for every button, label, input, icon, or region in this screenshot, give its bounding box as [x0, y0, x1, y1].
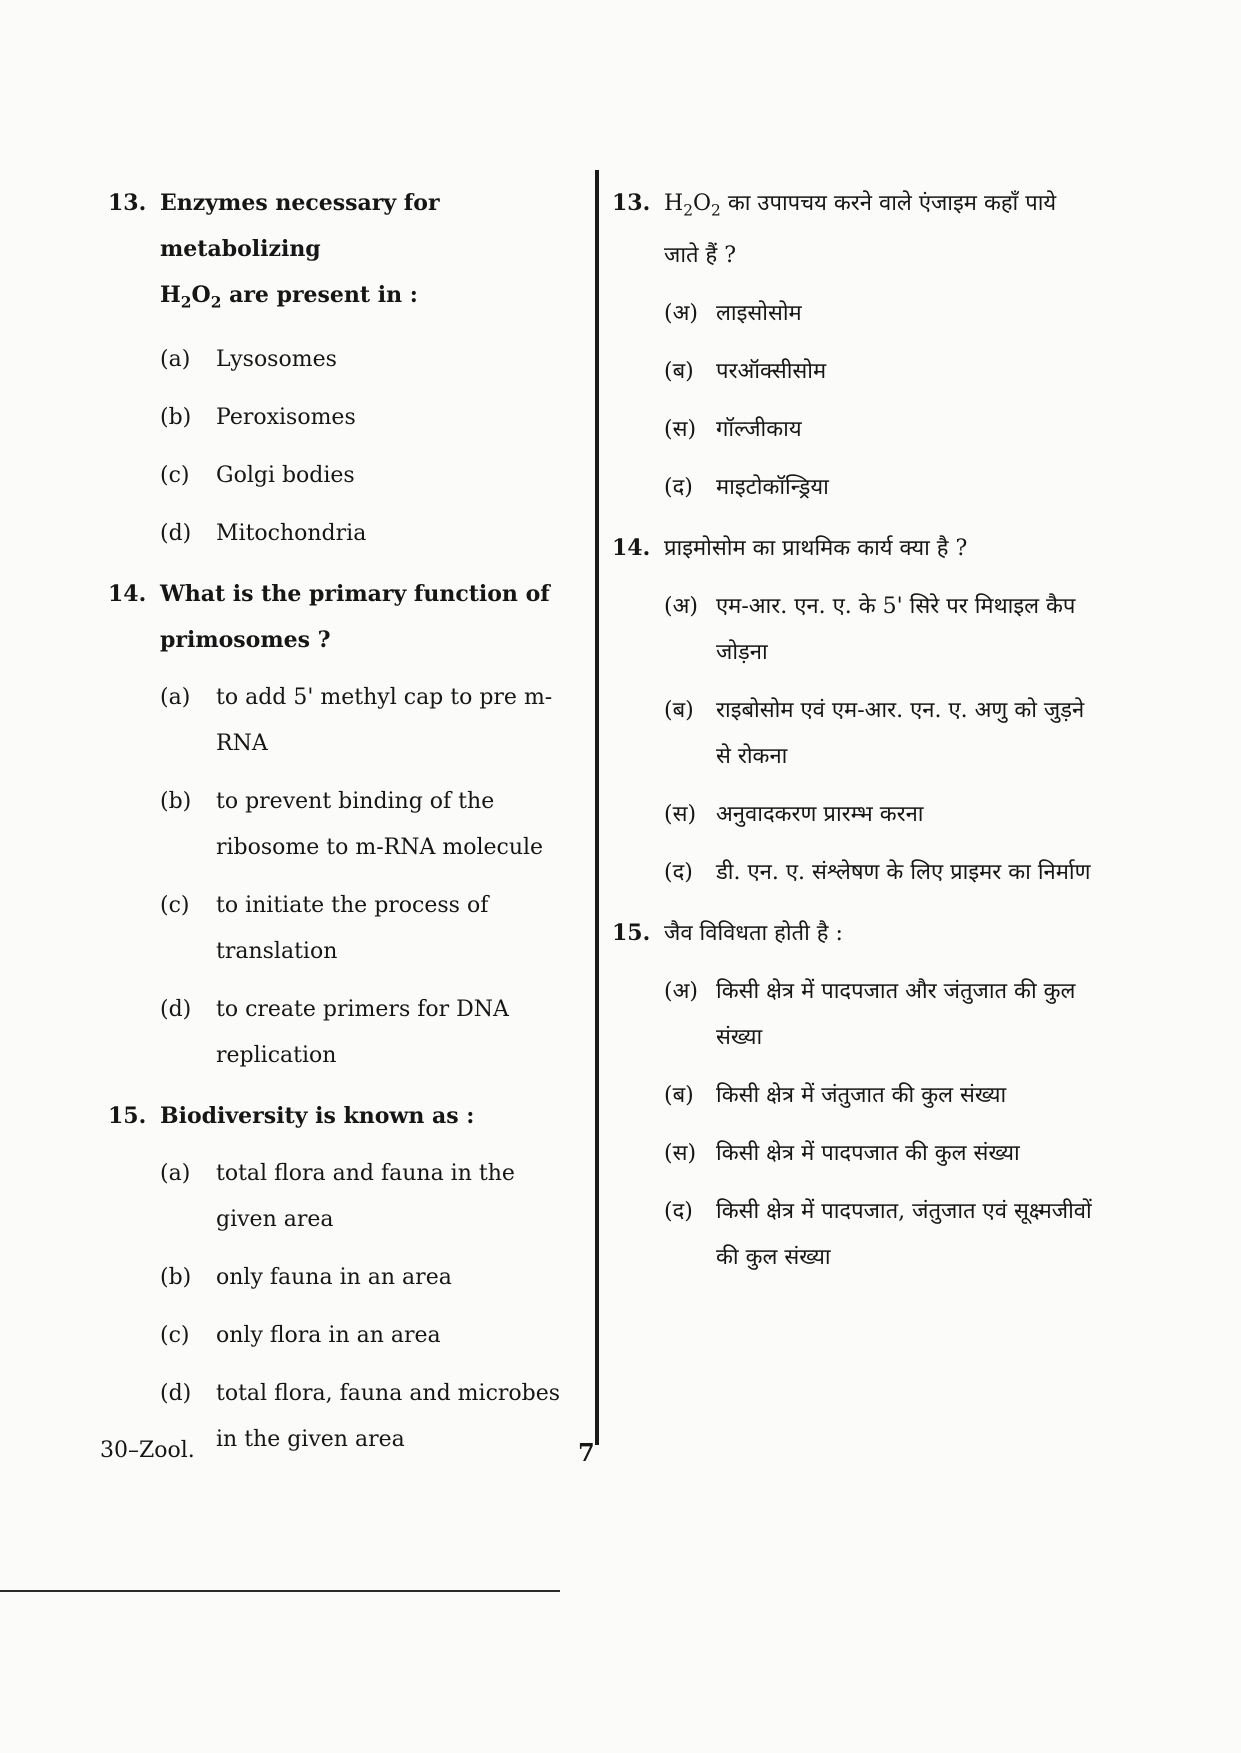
option-d [160, 1371, 578, 1463]
option-text: किसी क्षेत्र में पादपजात की कुल संख्या [716, 1141, 1020, 1167]
paper-code: 30–Zool. [100, 1438, 195, 1463]
option-b [160, 1255, 578, 1301]
option-text: लाइसोसोम [716, 301, 802, 327]
option-text: to initiate the process of translation [216, 893, 489, 965]
english-column [108, 180, 578, 1477]
column-divider [595, 170, 599, 1445]
formula-h: H [664, 191, 684, 216]
option-text: डी. एन. ए. संश्लेषण के लिए प्राइमर का निर्माण [716, 860, 1091, 886]
question-number: 13. [612, 190, 651, 216]
option-label: (ब) [664, 1083, 694, 1109]
question-13-hi [612, 180, 1092, 511]
option-text: only flora in an area [216, 1323, 441, 1349]
option-label: (अ) [664, 301, 698, 327]
option-label: (c) [160, 463, 190, 489]
question-text: प्राइमोसोम का प्राथमिक कार्य क्या है ? [664, 536, 968, 562]
question-text-suffix: are present in : [221, 282, 418, 308]
question-number: 13. [108, 190, 147, 216]
option-label: (a) [160, 347, 191, 373]
option-d [664, 465, 1092, 511]
question-text: Biodiversity is known as : [160, 1103, 475, 1130]
option-text: Golgi bodies [216, 463, 355, 489]
option-b [664, 688, 1092, 780]
option-text: total flora and fauna in the given area [216, 1161, 515, 1233]
bottom-rule [0, 1590, 560, 1592]
option-text: किसी क्षेत्र में जंतुजात की कुल संख्या [716, 1083, 1007, 1109]
option-text: परऑक्सीसोम [716, 359, 827, 385]
option-a [160, 337, 578, 383]
formula-h: H [160, 282, 181, 308]
question-14-en [108, 571, 578, 1079]
option-label: (ब) [664, 359, 694, 385]
formula-sub1: 2 [180, 293, 192, 312]
option-label: (b) [160, 1265, 192, 1291]
option-text: माइटोकॉन्ड्रिया [716, 475, 829, 501]
option-c [664, 1131, 1092, 1177]
option-label: (d) [160, 521, 192, 547]
formula-o: O [191, 282, 211, 308]
option-c [664, 792, 1092, 838]
option-label: (अ) [664, 979, 698, 1005]
option-label: (द) [664, 860, 693, 886]
question-text-suffix: का उपापचय करने वाले एंजाइम कहाँ पाये जाते हैं ? [664, 191, 1057, 269]
option-text: Lysosomes [216, 347, 337, 373]
option-d [160, 987, 578, 1079]
option-c [160, 1313, 578, 1359]
option-text: किसी क्षेत्र में पादपजात और जंतुजात की कुल संख्या [716, 979, 1076, 1051]
question-number: 14. [612, 535, 651, 562]
question-text [664, 181, 1092, 279]
option-text: only fauna in an area [216, 1265, 452, 1291]
option-label: (d) [160, 1381, 192, 1407]
option-label: (अ) [664, 594, 698, 620]
page-number: 7 [578, 1438, 595, 1467]
option-d [664, 1189, 1092, 1281]
option-label: (a) [160, 685, 191, 711]
option-d [664, 850, 1092, 896]
option-text: to create primers for DNA replication [216, 997, 509, 1069]
option-text: Mitochondria [216, 521, 367, 547]
question-14-hi [612, 525, 1092, 896]
option-b [664, 1073, 1092, 1119]
option-c [160, 883, 578, 975]
question-text-line1: Enzymes necessary for metabolizing [160, 190, 440, 262]
option-label: (c) [160, 893, 190, 919]
question-text: जैव विविधता होती है : [664, 921, 843, 947]
question-15-en [108, 1093, 578, 1463]
option-text: Peroxisomes [216, 405, 356, 431]
question-number: 14. [108, 581, 147, 608]
option-label: (ब) [664, 698, 694, 724]
question-number: 15. [612, 920, 651, 947]
option-text: एम-आर. एन. ए. के 5' सिरे पर मिथाइल कैप जोड़ना [716, 594, 1076, 666]
option-text: राइबोसोम एवं एम-आर. एन. ए. अणु को जुड़ने से रोकना [716, 698, 1085, 770]
formula-sub2: 2 [711, 201, 721, 220]
option-b [160, 395, 578, 441]
option-text: to add 5' methyl cap to pre m-RNA [216, 685, 553, 757]
question-13-en [108, 180, 578, 557]
option-a [160, 675, 578, 767]
option-text: गॉल्जीकाय [716, 417, 802, 443]
option-text: अनुवादकरण प्रारम्भ करना [716, 802, 924, 828]
option-c [160, 453, 578, 499]
option-a [664, 291, 1092, 337]
option-text: to prevent binding of the ribosome to m-RNA molecule [216, 789, 544, 861]
option-b [664, 349, 1092, 395]
option-a [664, 969, 1092, 1061]
question-number: 15. [108, 1103, 147, 1130]
question-15-hi [612, 910, 1092, 1281]
formula-o: O [692, 191, 712, 216]
option-label: (स) [664, 1141, 697, 1167]
option-label: (स) [664, 802, 697, 828]
option-a [664, 584, 1092, 676]
option-label: (d) [160, 997, 192, 1023]
option-label: (c) [160, 1323, 190, 1349]
option-label: (a) [160, 1161, 191, 1187]
option-label: (द) [664, 1199, 693, 1225]
question-text-line2 [160, 272, 578, 325]
option-label: (b) [160, 405, 192, 431]
option-b [160, 779, 578, 871]
option-text: total flora, fauna and microbes in the given area [216, 1381, 561, 1453]
hindi-column [612, 180, 1092, 1295]
option-text: किसी क्षेत्र में पादपजात, जंतुजात एवं सूक्ष्मजीवों की कुल संख्या [716, 1199, 1092, 1271]
option-c [664, 407, 1092, 453]
formula-sub2: 2 [210, 293, 222, 312]
option-label: (b) [160, 789, 192, 815]
option-d [160, 511, 578, 557]
question-text: What is the primary function of primosomes ? [160, 581, 550, 654]
option-label: (द) [664, 475, 693, 501]
formula-sub1: 2 [683, 201, 693, 220]
option-label: (स) [664, 417, 697, 443]
option-a [160, 1151, 578, 1243]
question-text [160, 180, 578, 325]
